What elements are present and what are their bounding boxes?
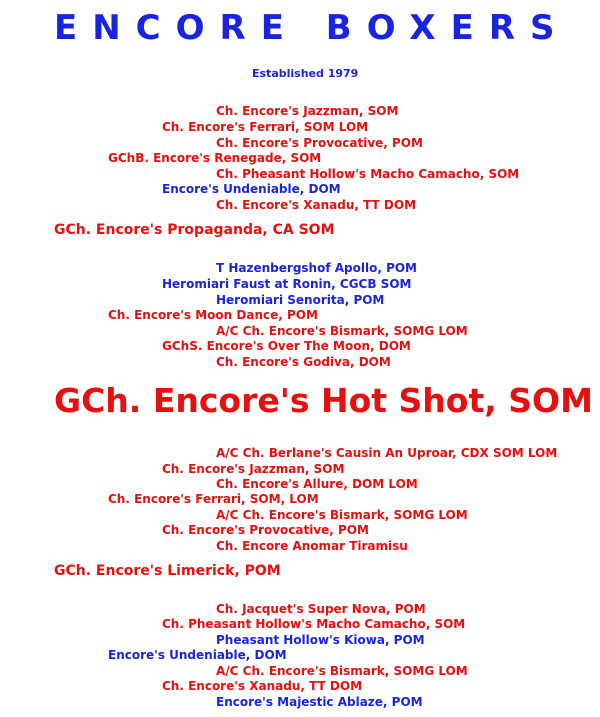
ancestor-4-3: Pheasant Hollow's Kiowa, POM xyxy=(216,633,425,647)
ancestor-2-3: Heromiari Senorita, POM xyxy=(216,293,385,307)
ancestor-1-3: Ch. Encore's Provocative, POM xyxy=(216,136,423,150)
ancestor-1-6: Encore's Undeniable, DOM xyxy=(162,182,341,196)
ancestor-1-5: Ch. Pheasant Hollow's Macho Camacho, SOM xyxy=(216,167,520,181)
ancestor-3-5: A/C Ch. Encore's Bismark, SOMG LOM xyxy=(216,508,468,522)
ancestor-4-2: Ch. Pheasant Hollow's Macho Camacho, SOM xyxy=(162,617,466,631)
ancestor-4-1: Ch. Jacquet's Super Nova, POM xyxy=(216,602,426,616)
ancestor-4-6: Ch. Encore's Xanadu, TT DOM xyxy=(162,679,363,693)
ancestor-3-6: Ch. Encore's Provocative, POM xyxy=(162,523,369,537)
dog-name-limerick: GCh. Encore's Limerick, POM xyxy=(54,563,281,579)
ancestor-2-4: Ch. Encore's Moon Dance, POM xyxy=(108,308,318,322)
ancestor-2-7: Ch. Encore's Godiva, DOM xyxy=(216,355,391,369)
ancestor-3-7: Ch. Encore Anomar Tiramisu xyxy=(216,539,408,553)
page-title: ENCORE BOXERS xyxy=(54,8,570,48)
ancestor-1-7: Ch. Encore's Xanadu, TT DOM xyxy=(216,198,417,212)
established-note: Established 1979 xyxy=(252,67,359,80)
ancestor-1-4: GChB. Encore's Renegade, SOM xyxy=(108,151,322,165)
ancestor-3-2: Ch. Encore's Jazzman, SOM xyxy=(162,462,345,476)
ancestor-2-5: A/C Ch. Encore's Bismark, SOMG LOM xyxy=(216,324,468,338)
ancestor-2-1: T Hazenbergshof Apollo, POM xyxy=(216,261,417,275)
featured-dog-name: GCh. Encore's Hot Shot, SOM xyxy=(54,381,593,420)
ancestor-3-1: A/C Ch. Berlane's Causin An Uproar, CDX SOM LOM xyxy=(216,446,558,460)
ancestor-2-6: GChS. Encore's Over The Moon, DOM xyxy=(162,339,411,353)
ancestor-3-3: Ch. Encore's Allure, DOM LOM xyxy=(216,477,418,491)
ancestor-1-1: Ch. Encore's Jazzman, SOM xyxy=(216,104,399,118)
ancestor-2-2: Heromiari Faust at Ronin, CGCB SOM xyxy=(162,277,412,291)
dog-name-propaganda: GCh. Encore's Propaganda, CA SOM xyxy=(54,222,335,238)
ancestor-4-5: A/C Ch. Encore's Bismark, SOMG LOM xyxy=(216,664,468,678)
ancestor-4-4: Encore's Undeniable, DOM xyxy=(108,648,287,662)
ancestor-4-7: Encore's Majestic Ablaze, POM xyxy=(216,695,423,709)
ancestor-1-2: Ch. Encore's Ferrari, SOM LOM xyxy=(162,120,369,134)
ancestor-3-4: Ch. Encore's Ferrari, SOM, LOM xyxy=(108,492,319,506)
